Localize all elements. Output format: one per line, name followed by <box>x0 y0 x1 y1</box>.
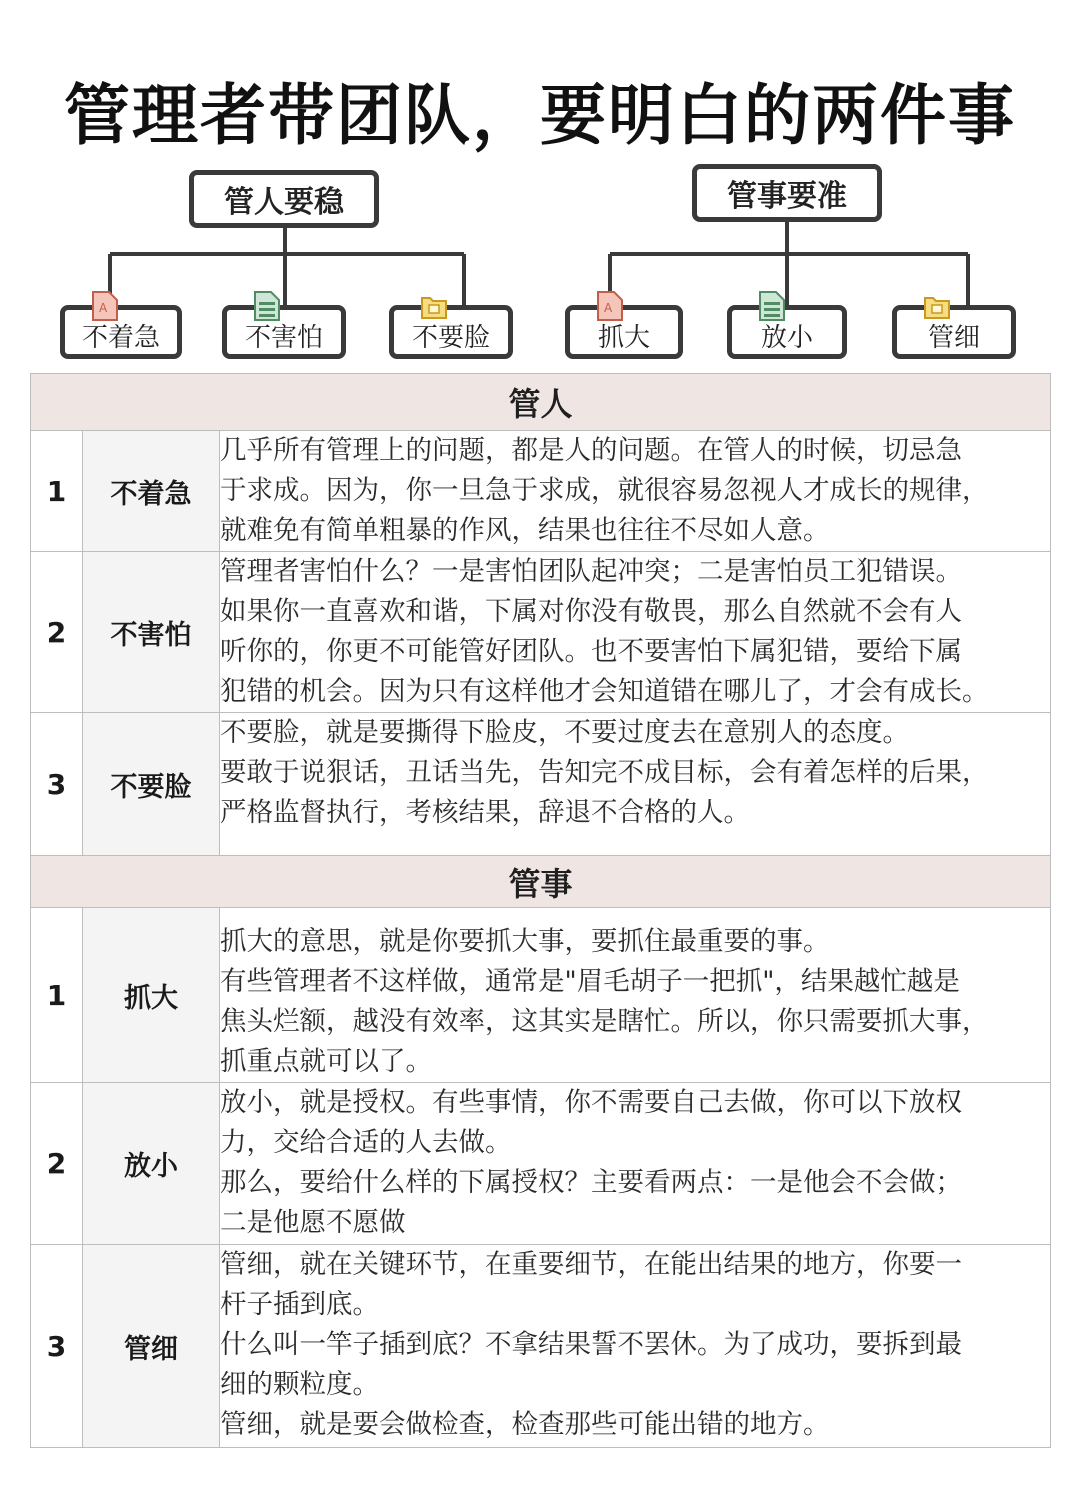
principles-table <box>30 373 1051 1448</box>
row-number: 1 <box>31 431 83 552</box>
row-number: 3 <box>31 1245 83 1448</box>
table-row <box>31 908 1051 1083</box>
row-description: 几乎所有管理上的问题，都是人的问题。在管人的时候，切忌急 于求成。因为，你一旦急于求成，就很容易忽视人才成长的规律， 就难免有简单粗暴的作风，结果也往往不尽如人意。 <box>220 431 1051 552</box>
table-row <box>31 1083 1051 1245</box>
tree-leaf-no-fear <box>222 305 346 359</box>
section-header-row <box>31 856 1051 908</box>
tree-root-people: 管人要稳 <box>189 170 379 228</box>
row-term: 不害怕 <box>83 552 220 713</box>
row-number: 2 <box>31 552 83 713</box>
section-header-affairs: 管事 <box>31 856 1051 908</box>
leaf-label: 放小 <box>760 322 813 353</box>
table-row <box>31 1245 1051 1448</box>
row-number: 1 <box>31 908 83 1083</box>
svg-text:A: A <box>604 301 613 315</box>
row-number: 2 <box>31 1083 83 1245</box>
row-term: 不着急 <box>83 431 220 552</box>
row-term: 管细 <box>83 1245 220 1448</box>
page-title: 管理者带团队，要明白的两件事 <box>64 77 1016 154</box>
row-term: 放小 <box>83 1083 220 1245</box>
tree-leaf-let-small <box>727 305 847 359</box>
tree-root-affairs: 管事要准 <box>692 164 882 222</box>
leaf-label: 不着急 <box>81 322 160 353</box>
spreadsheet-green-icon <box>758 290 786 322</box>
folder-yellow-icon <box>420 290 448 322</box>
row-description: 不要脸，就是要撕得下脸皮，不要过度去在意别人的态度。 要敢于说狠话，丑话当先，告知完不成目标，会有着怎样的后果， 严格监督执行，考核结果，辞退不合格的人。 <box>220 713 1051 856</box>
row-term: 抓大 <box>83 908 220 1083</box>
tree-leaf-no-rush <box>60 301 182 359</box>
section-header-row <box>31 374 1051 431</box>
table-row <box>31 713 1051 856</box>
leaf-label: 不害怕 <box>244 322 323 353</box>
document-red-icon <box>91 290 119 322</box>
document-red-icon <box>596 290 624 322</box>
org-tree <box>0 0 1080 370</box>
row-description: 管细，就在关键环节，在重要细节，在能出结果的地方，你要一 杆子插到底。 什么叫一竿子插到底？不拿结果誓不罢休。为了成功，要拆到最 细的颗粒度。 管细，就是要会做检查，检查那些可能出错的地方。 <box>220 1245 1051 1448</box>
table-row <box>31 431 1051 552</box>
leaf-label: 管细 <box>927 322 980 353</box>
folder-yellow-icon <box>923 290 951 322</box>
row-term: 不要脸 <box>83 713 220 856</box>
tree-leaf-manage-detail <box>892 305 1016 359</box>
row-description: 放小，就是授权。有些事情，你不需要自己去做，你可以下放权 力，交给合适的人去做。 那么，要给什么样的下属授权？主要看两点：一是他会不会做； 二是他愿不愿做 <box>220 1083 1051 1245</box>
leaf-label: 抓大 <box>597 322 650 353</box>
row-description: 抓大的意思，就是你要抓大事，要抓住最重要的事。 有些管理者不这样做，通常是"眉毛胡子一把抓"，结果越忙越是 焦头烂额，越没有效率，这其实是瞎忙。所以，你只需要抓大事， 抓重点就可以了。 <box>220 908 1051 1083</box>
leaf-label: 不要脸 <box>411 322 490 353</box>
tree-leaf-grasp-big <box>565 301 683 359</box>
spreadsheet-green-icon <box>253 290 281 322</box>
row-description: 管理者害怕什么？一是害怕团队起冲突；二是害怕员工犯错误。 如果你一直喜欢和谐，下属对你没有敬畏，那么自然就不会有人 听你的，你更不可能管好团队。也不要害怕下属犯错，要给下属 犯错的机会。因为只有这样他才会知道错在哪儿了，才会有成长。 <box>220 552 1051 713</box>
row-number: 3 <box>31 713 83 856</box>
svg-text:A: A <box>99 301 108 315</box>
tree-leaf-no-face <box>389 305 513 359</box>
table-row <box>31 552 1051 713</box>
section-header-people: 管人 <box>31 374 1051 431</box>
